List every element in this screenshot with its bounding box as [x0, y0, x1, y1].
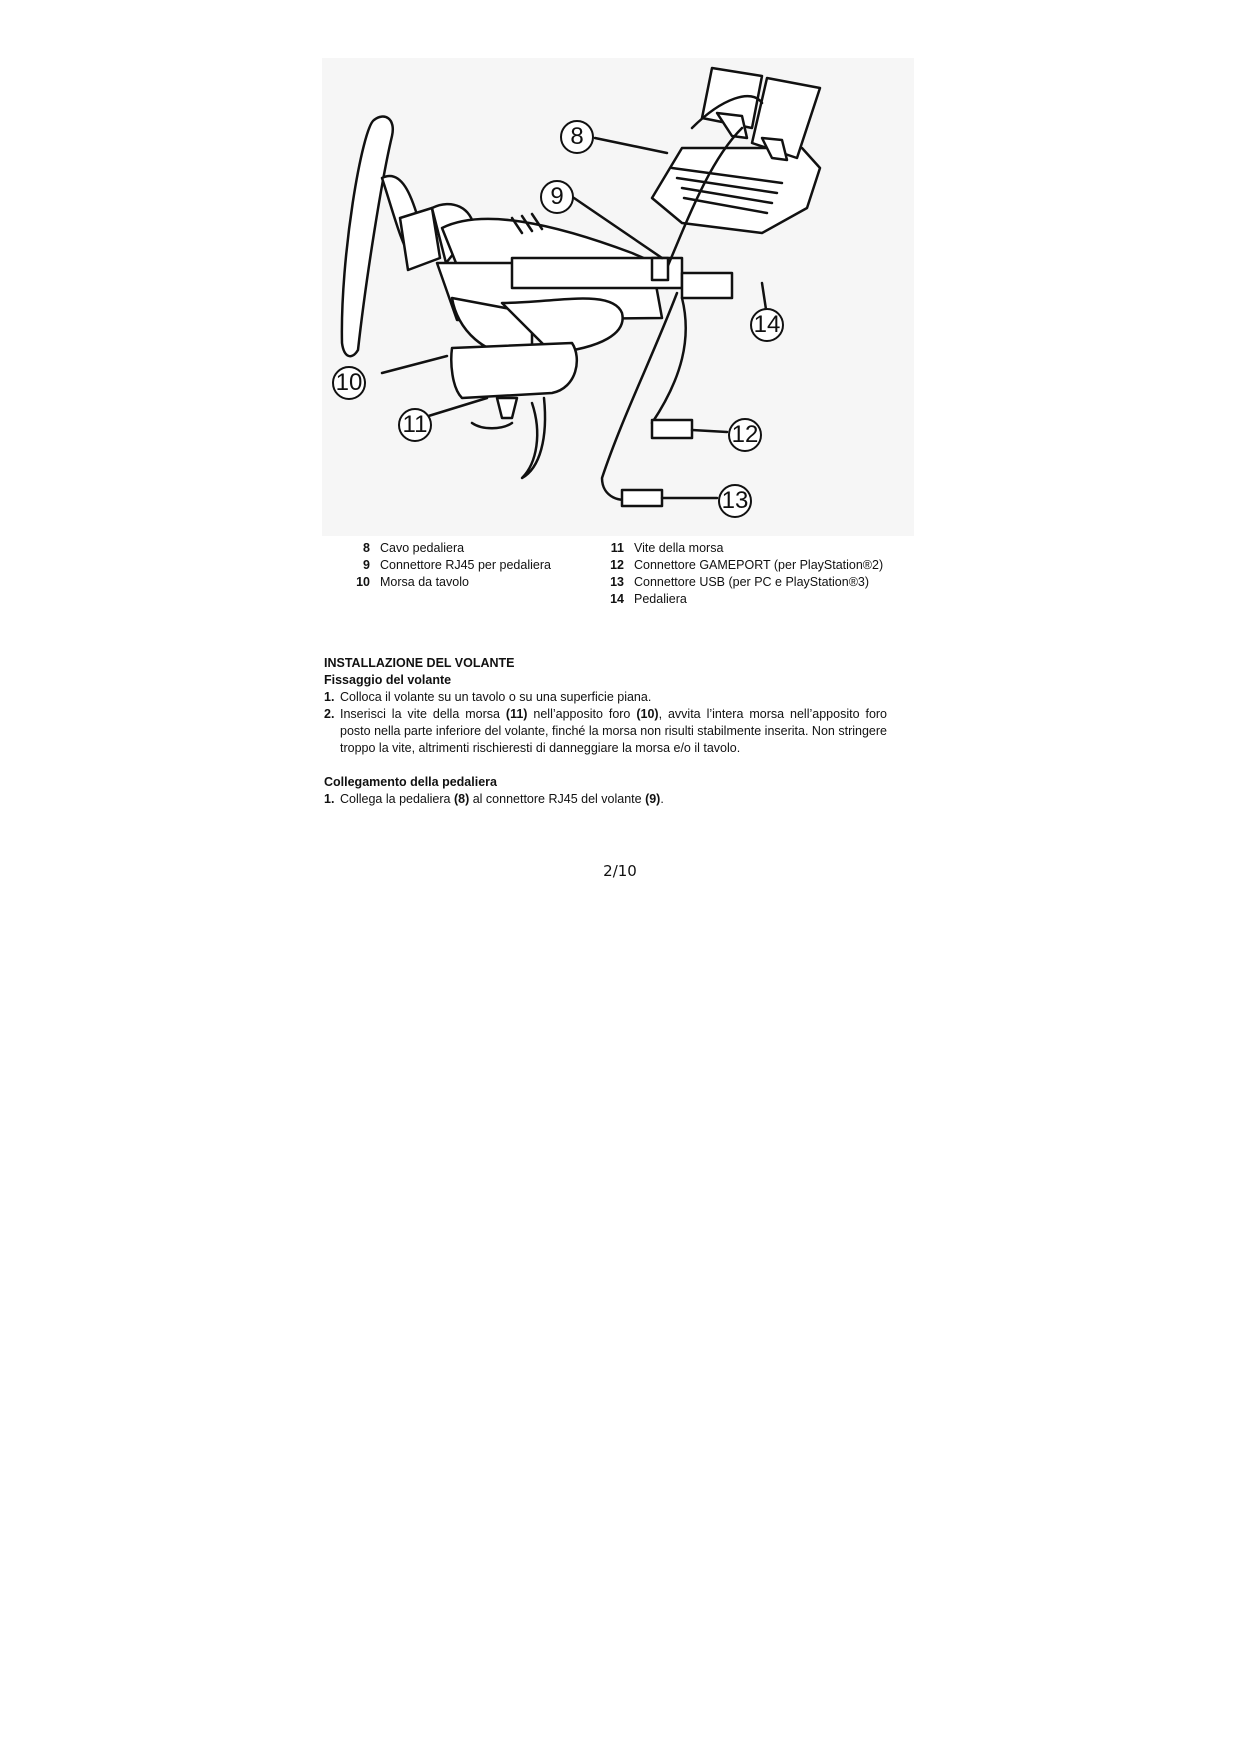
legend-item: 11 Vite della morsa [610, 541, 724, 555]
page-number: 2/10 [603, 862, 637, 880]
step-item: 1. Collega la pedaliera (8) al connettore RJ45 del volante (9). [324, 792, 664, 806]
callout-8: 8 [560, 120, 594, 154]
callout-13: 13 [718, 484, 752, 518]
instructions [324, 655, 887, 808]
wheel-rim [342, 117, 393, 357]
callout-11: 11 [398, 408, 432, 442]
gameport-connector [652, 420, 692, 438]
section-title: INSTALLAZIONE DEL VOLANTE [324, 656, 515, 670]
legend-item: 8 Cavo pedaliera [363, 541, 465, 555]
callout-9: 9 [540, 180, 574, 214]
ref-9: (9) [645, 792, 661, 806]
legend-item: 12 Connettore GAMEPORT (per PlayStation®2) [610, 558, 884, 572]
ref-10: (10) [636, 707, 659, 721]
callout-14: 14 [750, 308, 784, 342]
ref-8: (8) [453, 792, 470, 806]
callout-10: 10 [332, 366, 366, 400]
rj45-connector [652, 258, 668, 280]
product-illustration [322, 58, 914, 536]
legend-item: 13 Connettore USB (per PC e PlayStation®3) [610, 575, 870, 589]
pedal-base [652, 148, 820, 233]
usb-connector [622, 490, 662, 506]
legend-column-right [602, 540, 912, 608]
legend-column-left [348, 540, 588, 591]
callout-12: 12 [728, 418, 762, 452]
pedal-throttle [752, 78, 820, 158]
section-subtitle: Fissaggio del volante [324, 673, 452, 687]
step-item: 2. Inserisci la vite della morsa (11) nell’apposito foro (10), avvita l’intera morsa nell’apposito foro posto nella parte inferiore del volante, finché la morsa non risulti stabilmente inserita. Non stringere troppo la vite, altrimenti rischieresti di danneggiare la morsa e/o il tavolo. [324, 707, 888, 755]
ref-11: (11) [505, 707, 528, 721]
legend-item: 14 Pedaliera [610, 592, 687, 606]
legend-item: 10 Morsa da tavolo [356, 575, 469, 589]
wheel-pedals-drawing [322, 58, 914, 536]
step-item: 1. Colloca il volante su un tavolo o su una superficie piana. [324, 690, 652, 704]
section-subtitle: Collegamento della pedaliera [324, 775, 497, 789]
table-clamp [451, 343, 577, 398]
legend-item: 9 Connettore RJ45 per pedaliera [363, 558, 551, 572]
